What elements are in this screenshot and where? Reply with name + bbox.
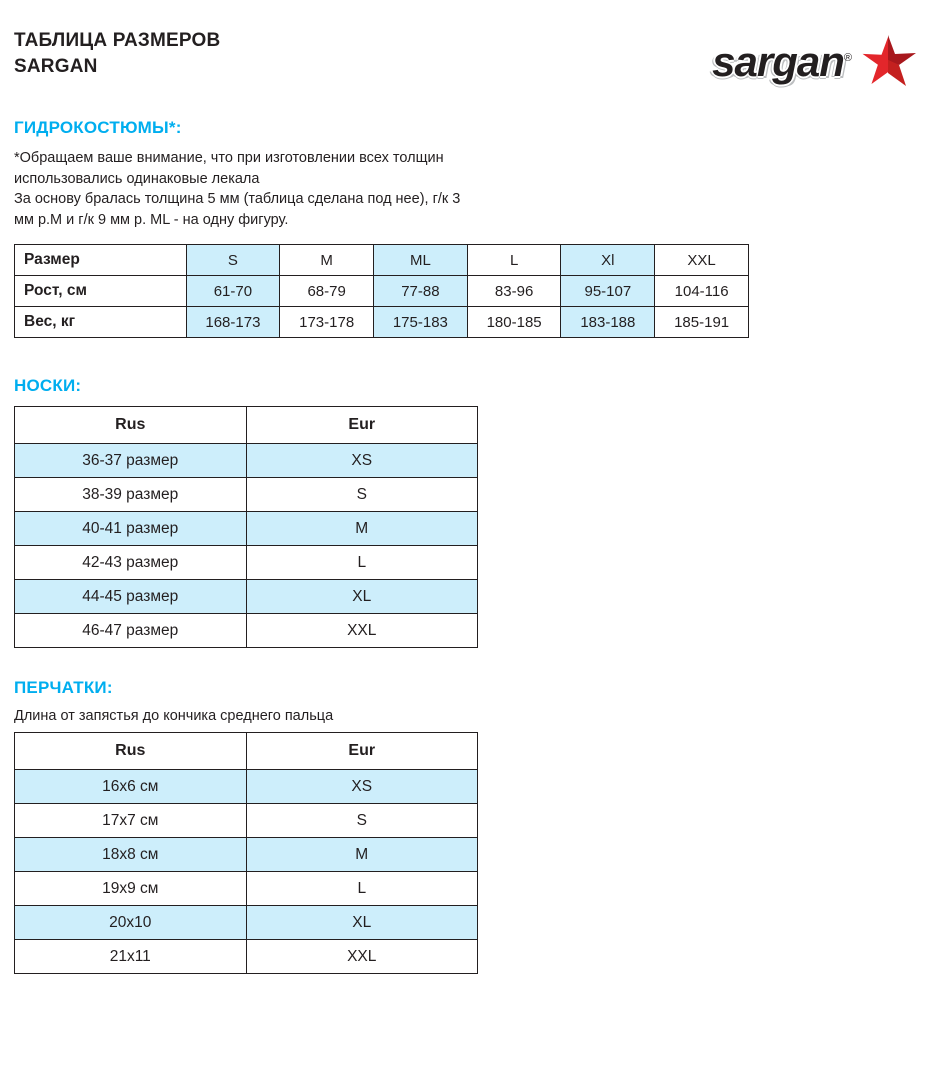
section-socks (0, 376, 951, 648)
cell-size-xxl: XXL (655, 245, 749, 276)
gloves-rus-6: 21х11 (15, 940, 247, 974)
section-wetsuits (0, 118, 951, 338)
socks-header-eur: Eur (246, 407, 477, 444)
table-row (15, 804, 478, 838)
table-row (15, 245, 749, 276)
gloves-eur-5: XL (246, 906, 477, 940)
cell-weight-s: 168-173 (186, 307, 280, 338)
section-title-socks: НОСКИ: (14, 376, 82, 396)
table-row (15, 906, 478, 940)
table-row (15, 307, 749, 338)
gloves-header-rus: Rus (15, 733, 247, 770)
gloves-rus-3: 18х8 см (15, 838, 247, 872)
cell-height-m: 68-79 (280, 276, 374, 307)
section-title-wetsuits: ГИДРОКОСТЮМЫ*: (14, 118, 182, 137)
socks-rus-6: 46-47 размер (15, 614, 247, 648)
row-label-size: Размер (15, 245, 187, 276)
gloves-rus-5: 20х10 (15, 906, 247, 940)
registered-mark: ® (843, 52, 851, 64)
section-title-gloves: ПЕРЧАТКИ: (14, 678, 113, 698)
gloves-eur-1: XS (246, 770, 477, 804)
socks-rus-1: 36-37 размер (15, 444, 247, 478)
logo-wordmark-text: sargan (712, 38, 844, 85)
cell-weight-m: 173-178 (280, 307, 374, 338)
socks-size-table (14, 406, 478, 648)
gloves-header-eur: Eur (246, 733, 477, 770)
socks-header-rus: Rus (15, 407, 247, 444)
page-title-line1: ТАБЛИЦА РАЗМЕРОВ (14, 30, 221, 51)
socks-rus-4: 42-43 размер (15, 546, 247, 580)
socks-rus-2: 38-39 размер (15, 478, 247, 512)
table-row (15, 838, 478, 872)
logo-wordmark (712, 38, 851, 85)
cell-size-l: L (467, 245, 561, 276)
table-row (15, 512, 478, 546)
wetsuits-note-line-4: мм р.М и г/к 9 мм р. ML - на одну фигуру. (14, 211, 289, 228)
cell-height-xl: 95-107 (561, 276, 655, 307)
page-title-line2: SARGAN (14, 55, 98, 77)
wetsuits-note-line-3: За основу бралась толщина 5 мм (таблица сделана под нее), г/к 3 (14, 191, 461, 208)
table-row (15, 872, 478, 906)
cell-height-s: 61-70 (186, 276, 280, 307)
table-header-row (15, 733, 478, 770)
socks-eur-5: XL (246, 580, 477, 614)
section-gloves (0, 678, 951, 974)
cell-weight-ml: 175-183 (374, 307, 468, 338)
table-row (15, 580, 478, 614)
cell-height-xxl: 104-116 (655, 276, 749, 307)
gloves-size-table (14, 732, 478, 974)
gloves-rus-2: 17х7 см (15, 804, 247, 838)
wetsuits-note (14, 148, 951, 230)
socks-rus-3: 40-41 размер (15, 512, 247, 546)
gloves-note: Длина от запястья до кончика среднего пальца (14, 708, 334, 725)
table-row (15, 770, 478, 804)
cell-size-m: M (280, 245, 374, 276)
socks-eur-2: S (246, 478, 477, 512)
table-row (15, 444, 478, 478)
wetsuit-size-table (14, 244, 749, 338)
table-row (15, 276, 749, 307)
table-header-row (15, 407, 478, 444)
cell-weight-xl: 183-188 (561, 307, 655, 338)
socks-eur-6: XXL (246, 614, 477, 648)
socks-eur-3: M (246, 512, 477, 546)
socks-eur-1: XS (246, 444, 477, 478)
row-label-weight: Вес, кг (15, 307, 187, 338)
sargan-logo (712, 34, 917, 90)
cell-size-ml: ML (374, 245, 468, 276)
wetsuits-note-line-1: *Обращаем ваше внимание, что при изготовлении всех толщин (14, 150, 444, 166)
gloves-rus-4: 19х9 см (15, 872, 247, 906)
table-row (15, 614, 478, 648)
gloves-eur-6: XXL (246, 940, 477, 974)
gloves-rus-1: 16х6 см (15, 770, 247, 804)
gloves-eur-4: L (246, 872, 477, 906)
table-row (15, 478, 478, 512)
gloves-eur-2: S (246, 804, 477, 838)
table-row (15, 940, 478, 974)
gloves-eur-3: M (246, 838, 477, 872)
table-row (15, 546, 478, 580)
document-header (0, 28, 951, 118)
socks-eur-4: L (246, 546, 477, 580)
cell-weight-l: 180-185 (467, 307, 561, 338)
cell-height-ml: 77-88 (374, 276, 468, 307)
star-icon (859, 34, 917, 90)
row-label-height: Рост, см (15, 276, 187, 307)
cell-weight-xxl: 185-191 (655, 307, 749, 338)
cell-size-s: S (186, 245, 280, 276)
cell-height-l: 83-96 (467, 276, 561, 307)
wetsuits-note-line-2: использовались одинаковые лекала (14, 170, 260, 187)
socks-rus-5: 44-45 размер (15, 580, 247, 614)
cell-size-xl: Xl (561, 245, 655, 276)
